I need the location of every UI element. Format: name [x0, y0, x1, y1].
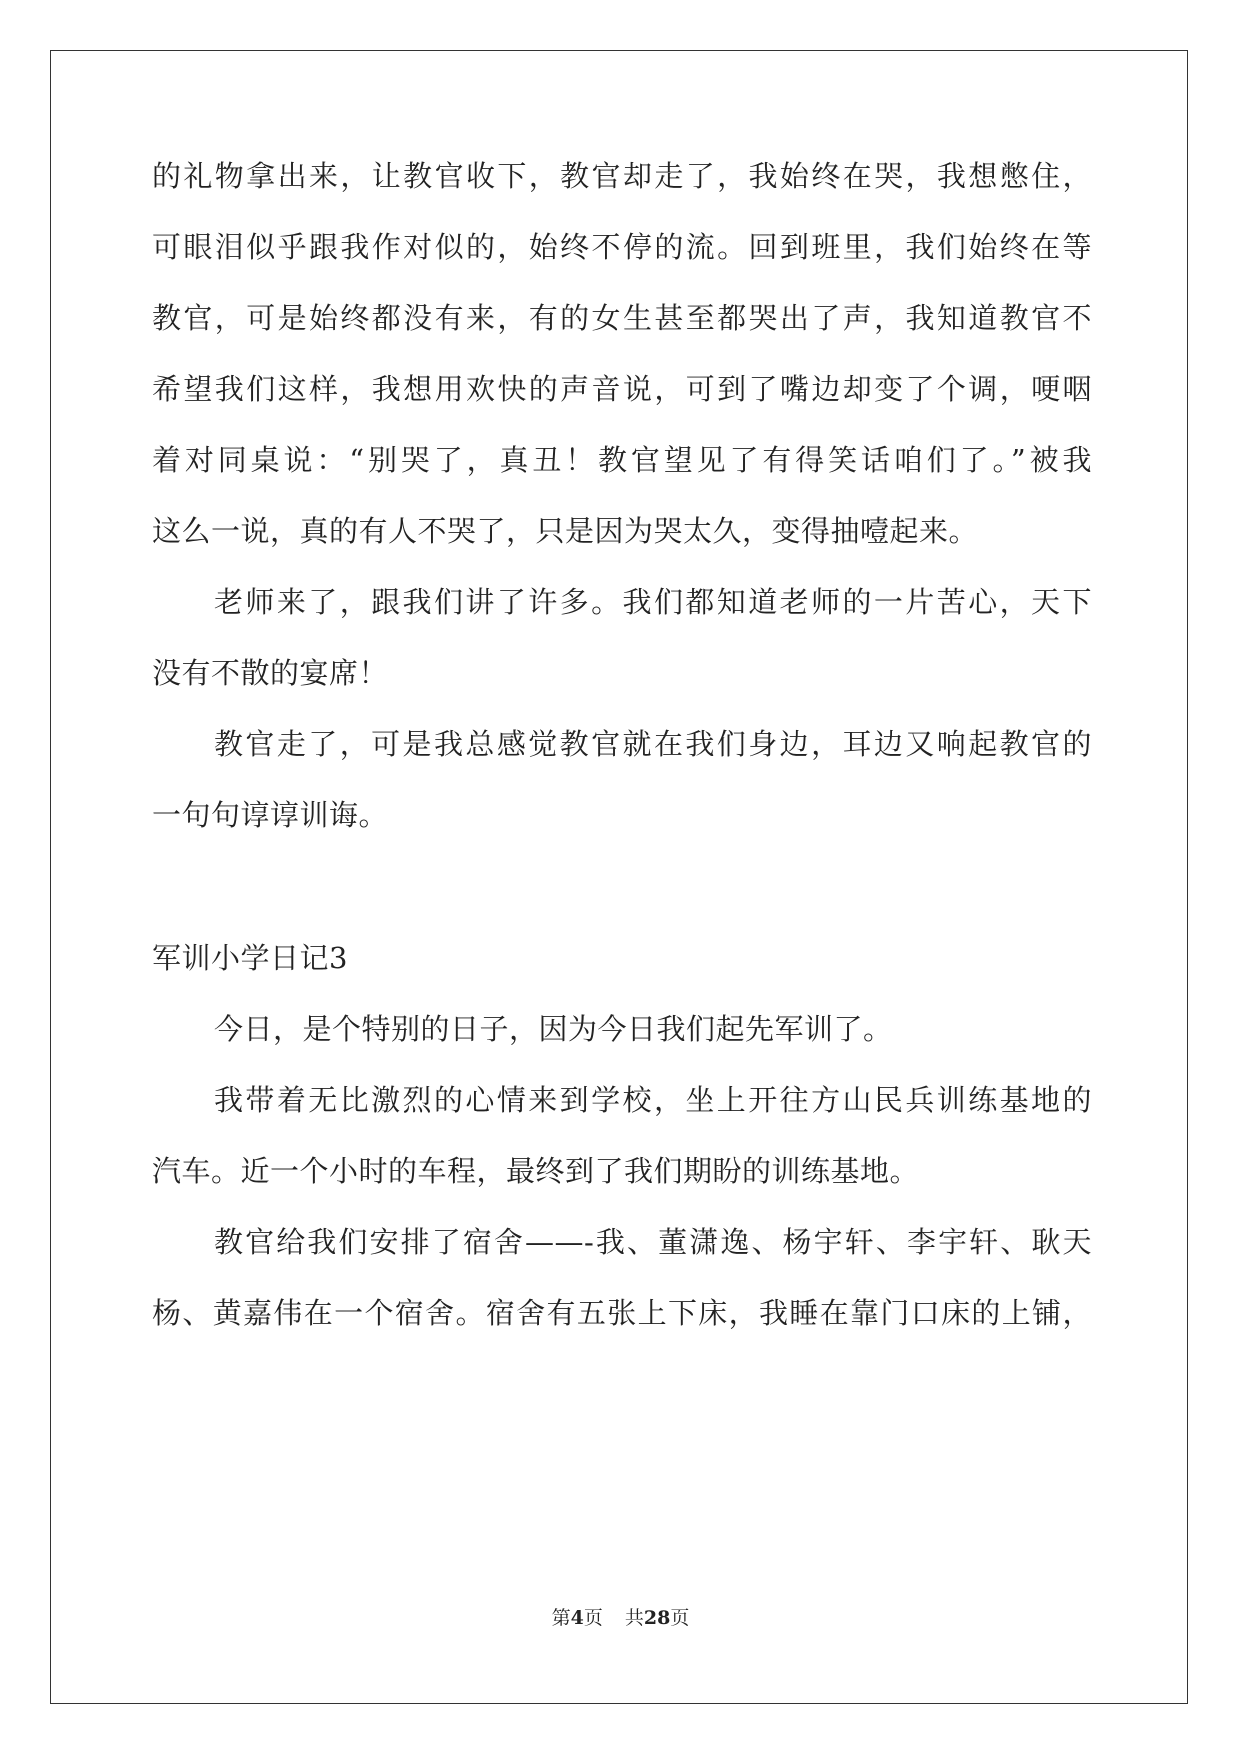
body-line-5: 着对同桌说：“别哭了，真丑！教官望见了有得笑话咱们了。”被我 — [152, 443, 1092, 477]
body-line-9: 教官走了，可是我总感觉教官就在我们身边，耳边又响起教官的 — [214, 727, 1092, 761]
footer-page-word: 页 — [583, 1607, 603, 1629]
body-line-13: 汽车。近一个小时的车程，最终到了我们期盼的训练基地。 — [152, 1154, 920, 1188]
footer-prefix: 第 — [551, 1607, 571, 1629]
body-line-15: 杨、黄嘉伟在一个宿舍。宿舍有五张上下床，我睡在靠门口床的上铺， — [152, 1296, 1092, 1330]
body-line-11: 今日，是个特别的日子，因为今日我们起先军训了。 — [214, 1012, 893, 1046]
body-line-6: 这么一说，真的有人不哭了，只是因为哭太久，变得抽噎起来。 — [152, 514, 979, 548]
body-line-3: 教官，可是始终都没有来，有的女生甚至都哭出了声，我知道教官不 — [152, 301, 1092, 335]
footer-total-suffix: 页 — [670, 1607, 690, 1629]
body-line-2: 可眼泪似乎跟我作对似的，始终不停的流。回到班里，我们始终在等 — [152, 230, 1092, 264]
body-line-14: 教官给我们安排了宿舍——-我、董潇逸、杨宇轩、李宇轩、耿天 — [214, 1225, 1092, 1259]
body-line-1: 的礼物拿出来，让教官收下，教官却走了，我始终在哭，我想憋住， — [152, 159, 1092, 193]
page-frame — [50, 50, 1188, 1704]
body-line-7: 老师来了，跟我们讲了许多。我们都知道老师的一片苦心，天下 — [214, 585, 1092, 619]
footer-total-prefix: 共 — [624, 1607, 644, 1629]
body-line-8: 没有不散的宴席！ — [152, 656, 389, 690]
footer-total-pages: 28 — [643, 1607, 671, 1629]
body-line-4: 希望我们这样，我想用欢快的声音说，可到了嘴边却变了个调，哽咽 — [152, 372, 1092, 406]
page-footer — [0, 1606, 1241, 1630]
body-line-10: 一句句谆谆训诲。 — [152, 798, 389, 832]
body-line-12: 我带着无比激烈的心情来到学校，坐上开往方山民兵训练基地的 — [214, 1083, 1092, 1117]
section-heading: 军训小学日记3 — [152, 941, 348, 975]
footer-current-page: 4 — [570, 1607, 584, 1629]
